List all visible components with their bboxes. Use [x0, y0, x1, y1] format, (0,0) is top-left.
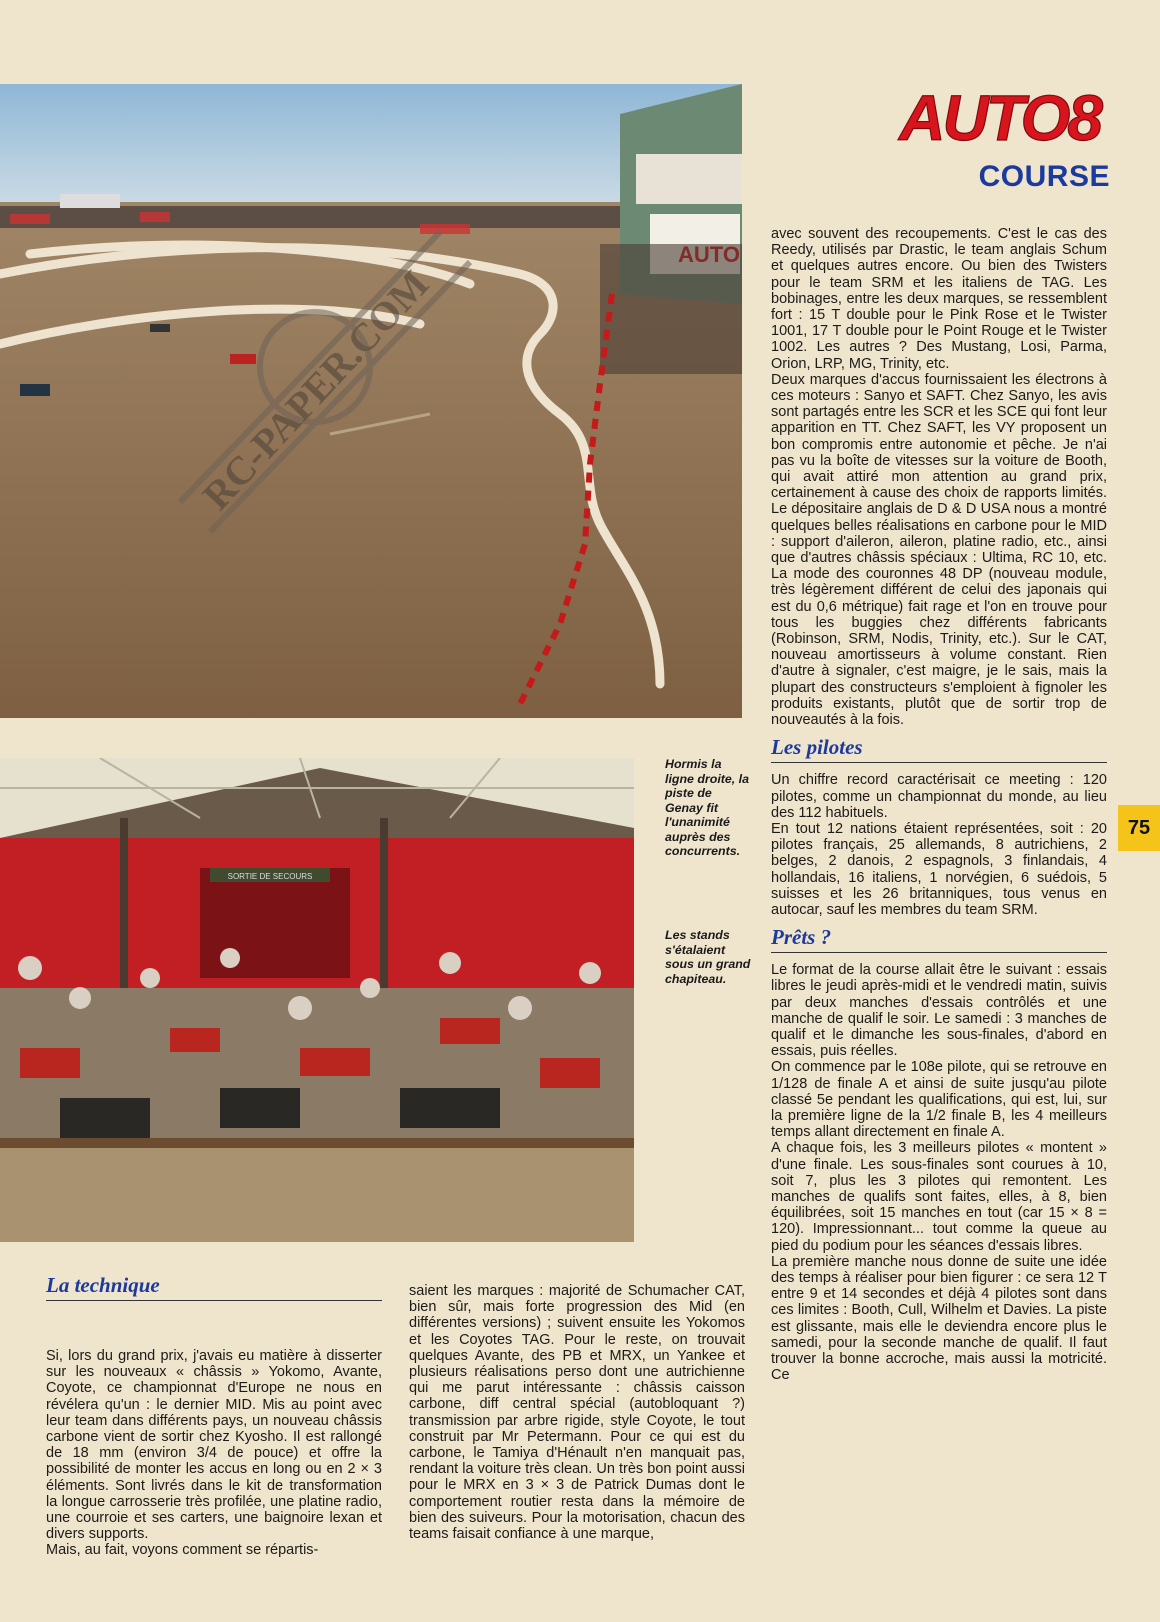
paragraph: En tout 12 nations étaient représentées, soit : 20 pilotes français, 25 allemands, 8 autrichiens, 2 belges, 2 danois, 2 espagnols, 3 finlandais, 4 hollandais, 16 italiens, 1 norvégien, 6 suédois, 5 suisses et les 26 britanniques, tous venus en autocar, sauf les membres du team SRM.	[771, 820, 1107, 918]
paragraph: Un chiffre record caractérisait ce meeting : 120 pilotes, comme un championnat du monde, au lieu des 112 habituels.	[771, 772, 1107, 821]
heading-les-pilotes: Les pilotes	[771, 734, 1107, 763]
left-column	[46, 1348, 382, 1559]
paragraph: A chaque fois, les 3 meilleurs pilotes « montent » d'une finale. Les sous-finales sont courues à 10, soit 7, plus les 3 pilotes qui remontent. Les manches de qualifs sont faites, elles, à 8, bien équilibrées, soit 15 manches en tout (car 15 × 8 = 120). Impressionnant... tout comme la queue au pied du podium pour les séances d'essais libres.	[771, 1140, 1107, 1254]
watermark-stamp	[140, 172, 510, 552]
page-number: 75	[1118, 805, 1160, 851]
watermark-text: RC-PAPER.COM	[193, 261, 438, 519]
tent-photo	[0, 758, 634, 1242]
photo-caption-1: Hormis la ligne droite, la piste de Genay fit l'unanimité auprès des concurrents.	[665, 757, 749, 858]
track-photo	[0, 84, 742, 718]
paragraph: avec souvent des recoupements. C'est le cas des Reedy, utilisés par Drastic, le team anglais Schum et quelques autres encore. Ou bien des Twisters pour le team SRM et les italiens de TAG. Les bobinages, entre les deux marques, se ressemblent fort : 15 T double pour le Pink Rose et le Twister 1001, 17 T double pour le Point Rouge et le Twister 1002. Les autres ? Des Mustang, Losi, Parma, Orion, LRP, MG, Trinity, etc.	[771, 226, 1107, 372]
middle-column	[409, 1283, 745, 1542]
auto8-logo	[868, 80, 1108, 154]
heading-la-technique: La technique	[46, 1272, 382, 1301]
paragraph: Si, lors du grand prix, j'avais eu matière à disserter sur les nouveaux « châssis » Yokomo, Avante, Coyote, ce championnat d'Europe ne nous en révélera qu'un : le dernier MID. Mis au point avec leur team dans différents pays, un nouveau châssis carbone vient de sortir chez Kyosho. Il est rallongé de 18 mm (environ 3/4 de pouce) et offre la possibilité de monter les accus en long ou en 2 × 3 éléments. Sont livrés dans le kit de transformation la longue carrosserie très profilée, une platine radio, une courroie et ses carters, une baignoire lexan et divers supports.	[46, 1348, 382, 1543]
paragraph: On commence par le 108e pilote, qui se retrouve en 1/128 de finale A et ainsi de suite jusqu'au pilote classé 5e pendant les qualifications, qui est, lui, sur la première ligne de la 1/2 finale B, les 4 meilleurs temps allant directement en finale A.	[771, 1059, 1107, 1141]
right-column	[771, 226, 1107, 1383]
paragraph: Deux marques d'accus fournissaient les électrons à ces moteurs : Sanyo et SAFT. Chez Sanyo, les avis sont partagés entre les SCR et les SCE qui font leur apparition en TT. Chez SAFT, les VY proposent un bon compromis entre autonomie et pêche. Je n'ai pas vu la boîte de vitesses sur la voiture de Booth, qui avait attiré mon attention au grand prix, certainement à cause des choix de rapports limités. Le dépositaire anglais de D & D USA nous a montré quelques belles réalisations en carbone pour le MID : support d'aileron, aileron, platine radio, etc., ainsi que d'autres châssis spéciaux : Ultima, RC 10, etc. La mode des couronnes 48 DP (nouveau module, très légèrement différent de celui des japonais qui est du 0,6 métrique) fait rage et l'on en trouve pour tous les buggies chez différents fabricants (Robinson, SRM, Nodis, Trinity, etc.). Sur le CAT, nouveau amortisseurs à volume constant. Rien d'autre à signaler, c'est maigre, je le sais, mais la plupart des constructeurs s'emploient à fignoler les produits existants, plutôt que de sortir trop de nouveautés à la fois.	[771, 371, 1107, 729]
paragraph: Mais, au fait, voyons comment se répartis-	[46, 1542, 319, 1559]
paragraph: saient les marques : majorité de Schumacher CAT, bien sûr, mais forte progression des Mid (en différentes versions) ; suivent ensuite les Yokomos et les Coyotes TAG. Pour le reste, on trouvait quelques Avante, des PB et MRX, un Yankee et plusieurs réalisations perso dont une autrichienne qui me parut intéressante : châssis caisson carbone, diff central spécial (autobloquant ?) transmission par arbre rigide, style Coyote, le tout construit par Mr Petermann. Pour ce qui est du carbone, le Tamiya d'Hénault n'en manquait pas, rendant la voiture très clean. Un très bon point aussi pour le MRX en 3 × 3 de Patrick Dumas dont le comportement routier resta dans la mémoire de bien des suiveurs. Pour la motorisation, chacun des teams faisait confiance à une marque,	[409, 1283, 745, 1543]
heading-prets: Prêts ?	[771, 924, 1107, 953]
photo-caption-2: Les stands s'étalaient sous un grand chapiteau.	[665, 928, 751, 986]
paragraph: La première manche nous donne de suite une idée des temps à réaliser pour bien figurer : ce sera 12 T entre 9 et 14 secondes et déjà 4 pilotes sont dans ces limites : Booth, Cull, Wilhelm et Davies. La piste est glissante, mais elle le deviendra encore plus le samedi, pour la seconde manche de qualif. Il faut trouver la bonne accroche, mais aussi la motricité. Ce	[771, 1253, 1107, 1384]
paragraph: Le format de la course allait être le suivant : essais libres le jeudi après-midi et le vendredi matin, suivis par deux manches d'essais contrôlés et une manche de qualif le soir. Le samedi : 3 manches de qualif et le dimanche les sous-finales, d'abord en essais, puis réelles.	[771, 962, 1107, 1060]
logo-text: AUTO8	[899, 82, 1100, 154]
section-label: COURSE	[978, 160, 1110, 193]
exit-sign: SORTIE DE SECOURS	[227, 872, 313, 881]
